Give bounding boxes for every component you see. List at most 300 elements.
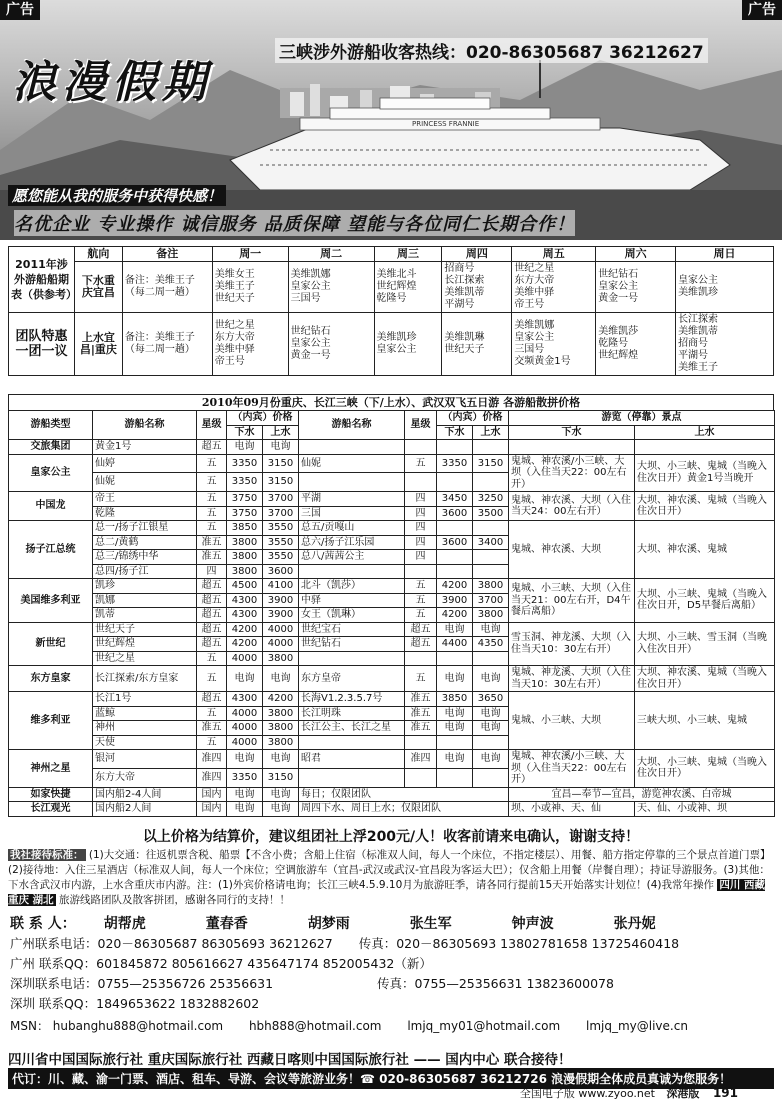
ship-name-2: 北斗（凯莎） <box>299 579 405 594</box>
ship-star: 准五 <box>197 721 227 736</box>
group-offer: 团队特惠一团一议 <box>9 313 75 376</box>
ship-name-2: 仙妮 <box>299 454 405 473</box>
price-up: 3150 <box>263 473 299 492</box>
ship-star-2: 五 <box>405 593 437 608</box>
ship-entry: 三国号 <box>290 293 321 304</box>
ship-entry: 皇家公主 <box>290 281 331 292</box>
service-bar: 代订：川、藏、渝一门票、酒店、租车、导游、会议等旅游业务！☎ 020-86305687 36212726 浪漫假期全体成员真诚为您服务！ <box>8 1068 774 1089</box>
ship-entry: 世纪天子 <box>444 344 485 355</box>
ship-star: 准四 <box>197 768 227 787</box>
price-up: 3700 <box>263 506 299 521</box>
ship-name: 总二/黄鹤 <box>93 535 197 550</box>
up-route: 上水宜昌|重庆 <box>74 313 122 376</box>
price-down: 电询 <box>227 440 263 455</box>
spots-up: 大坝、小三峡、鬼城（当晚入住次日开） <box>635 750 775 788</box>
spots-up <box>635 440 775 455</box>
ship-star-2 <box>405 651 437 666</box>
ship-name-2: 平湖 <box>299 492 405 507</box>
ship-star: 五 <box>197 506 227 521</box>
ship-name: 凯珍 <box>93 579 197 594</box>
ship-star: 四 <box>197 564 227 579</box>
price-down-2: 4200 <box>437 608 473 623</box>
ship-star-2: 四 <box>405 521 437 536</box>
ship-entry: 美维凯娜 <box>514 320 555 331</box>
price-down-2 <box>437 550 473 565</box>
price-row <box>9 454 775 473</box>
ship-star: 国内 <box>197 802 227 817</box>
ship-name-2 <box>299 473 405 492</box>
price-down-2: 4200 <box>437 579 473 594</box>
ship-group: 扬子江总统 <box>9 521 93 579</box>
ship-star-2: 超五 <box>405 637 437 652</box>
price-up: 4000 <box>263 637 299 652</box>
spots-up: 大坝、小三峡、雪玉洞（当晚入住次日开） <box>635 622 775 666</box>
price-up: 3800 <box>263 706 299 721</box>
price-note: 以上价格为结算价，建议组团社上浮200元/人！收客前请来电确认，谢谢支持！ <box>142 829 640 845</box>
ship-entry: 世纪钻石 <box>598 269 639 280</box>
price-title: 2010年09月份重庆、长江三峡（下/上水）、武汉双飞五日游 各游船散拼价格 <box>8 394 774 410</box>
spots-up: 三峡大坝、小三峡、鬼城 <box>635 692 775 750</box>
ship-star: 超五 <box>197 579 227 594</box>
spots-down: 鬼城、神农溪、大坝 <box>509 521 635 579</box>
ship-star-2: 五 <box>405 608 437 623</box>
ship-group: 如家快捷 <box>9 787 93 802</box>
ship-name: 世纪之星 <box>93 651 197 666</box>
ship-name: 蓝鲸 <box>93 706 197 721</box>
partner-agencies: 四川省中国国际旅行社 重庆国际旅行社 西藏日喀则中国国际旅行社 —— 国内中心 联合接待！ <box>8 1052 572 1068</box>
price-up: 4200 <box>263 692 299 707</box>
contact-sz-qq: 深圳 联系QQ：1849653622 1832882602 <box>10 996 260 1011</box>
price-up-2 <box>473 521 509 536</box>
ship-entry: 平湖号 <box>678 350 709 361</box>
standard-highlight: 四川 西藏 重庆 湖北 <box>8 879 766 906</box>
price-up: 电询 <box>263 802 299 817</box>
ship-entry: 美维凯蒂 <box>678 326 719 337</box>
price-row <box>9 802 775 817</box>
price-down: 3800 <box>227 550 263 565</box>
ship-entry: 东方大帝 <box>514 275 555 286</box>
price-down: 3750 <box>227 492 263 507</box>
price-up: 电询 <box>263 750 299 769</box>
spots-up: 大坝、神农溪、鬼城（当晚入住次日开） <box>635 666 775 692</box>
price-down: 电询 <box>227 666 263 692</box>
ship-star-2: 五 <box>405 666 437 692</box>
ship-star: 准四 <box>197 750 227 769</box>
price-down-2 <box>437 564 473 579</box>
price-up: 电询 <box>263 787 299 802</box>
price-up-2 <box>473 440 509 455</box>
ship-name: 世纪天子 <box>93 622 197 637</box>
price-up-2: 3150 <box>473 454 509 473</box>
price-down-2 <box>437 735 473 750</box>
ship-star-2 <box>405 564 437 579</box>
price-down-2: 电询 <box>437 721 473 736</box>
price-up-2: 3400 <box>473 535 509 550</box>
ship-entry: 招商号 <box>444 263 475 274</box>
ship-group: 长江观光 <box>9 802 93 817</box>
ship-name: 凯娜 <box>93 593 197 608</box>
ship-name-2: 周四下水、周日上水；仅限团队 <box>299 802 509 817</box>
ship-star-2: 准五 <box>405 706 437 721</box>
ship-entry: 美维凯娜 <box>290 269 331 280</box>
ship-star-2: 准五 <box>405 721 437 736</box>
price-down-2 <box>437 651 473 666</box>
ship-name-2: 每日；仅限团队 <box>299 787 509 802</box>
ship-name-2: 世纪宝石 <box>299 622 405 637</box>
ship-name: 银河 <box>93 750 197 769</box>
ship-entry: 乾隆号 <box>376 293 407 304</box>
price-down: 4500 <box>227 579 263 594</box>
ship-name-2: 长海V1.2.3.5.7号 <box>299 692 405 707</box>
price-down-2: 3350 <box>437 454 473 473</box>
price-row <box>9 492 775 507</box>
ship-name-2: 总六/扬子江乐园 <box>299 535 405 550</box>
price-row <box>9 622 775 637</box>
ship-star-2: 五 <box>405 579 437 594</box>
ship-entry: 美维凯珍 <box>376 332 417 343</box>
ship-star-2: 四 <box>405 535 437 550</box>
down-route: 下水重庆宜昌 <box>74 262 122 313</box>
ship-name-2: 世纪钻石 <box>299 637 405 652</box>
ship-group: 神州之星 <box>9 750 93 788</box>
price-row <box>9 666 775 692</box>
price-down-2: 3850 <box>437 692 473 707</box>
ship-entry: 美维王子 <box>214 281 255 292</box>
ship-star: 五 <box>197 651 227 666</box>
ship-entry: 皇家公主 <box>376 344 417 355</box>
ship-group: 新世纪 <box>9 622 93 666</box>
price-up-2: 3500 <box>473 506 509 521</box>
reception-standard <box>8 848 774 908</box>
ship-star-2: 四 <box>405 550 437 565</box>
ship-star: 准五 <box>197 535 227 550</box>
spots-down: 鬼城、小三峡、大坝 <box>509 692 635 750</box>
price-up-2: 电询 <box>473 622 509 637</box>
price-down: 电询 <box>227 750 263 769</box>
price-down-2: 电询 <box>437 750 473 769</box>
price-down-2: 3450 <box>437 492 473 507</box>
price-up-2: 3800 <box>473 608 509 623</box>
ship-group: 皇家公主 <box>9 454 93 492</box>
ship-star: 超五 <box>197 622 227 637</box>
price-up-2: 3800 <box>473 579 509 594</box>
spots-up: 大坝、小三峡、鬼城（当晚入住次日开，D5早餐后离船） <box>635 579 775 623</box>
ship-group: 美国维多利亚 <box>9 579 93 623</box>
ad-label-left: 广告 <box>0 0 40 20</box>
spots-down: 鬼城、小三峡、大坝（入住当天21：00左右开，D4午餐后离船） <box>509 579 635 623</box>
ship-name-2: 总五/贡嘎山 <box>299 521 405 536</box>
price-up: 3800 <box>263 735 299 750</box>
standard-text-1: (1)大交通：往返机票含税、船票【不含小费；含船上住宿（标准双人间，每人一个床位，不指定楼层）、用餐、船方指定停靠的三个景点首道门票】(2)接待地：入住三星酒店（标准双人间，每人一个床位；空调旅游车（宜昌-武汉或武汉-宜昌段为客运大巴）；仅含船上用餐（岸餐自理）；持证导游服务。(3)其他：下水含武汉市内游，上水含重庆市内游。注：(1)外宾价格请电询；长江三峡4.5.9.10月为旅游旺季，请各同行提前15天开始落实计划位！(4)我常年操作 <box>8 849 771 891</box>
price-down: 4300 <box>227 593 263 608</box>
price-down: 4000 <box>227 651 263 666</box>
price-down: 4000 <box>227 721 263 736</box>
price-up-2 <box>473 550 509 565</box>
ship-entry: 平湖号 <box>444 299 475 310</box>
ship-entry: 美维中驿 <box>514 287 555 298</box>
price-up-2: 电询 <box>473 721 509 736</box>
standard-text-2: 旅游线路团队及散客拼团，感谢各同行的支持！！ <box>59 894 290 906</box>
ship-star-2: 准五 <box>405 692 437 707</box>
down-note: 备注：美维王子（每二周一趟） <box>122 262 212 313</box>
price-row <box>9 579 775 594</box>
schedule-title: 2011年涉外游船船期表（供参考） <box>9 247 75 313</box>
ship-star: 五 <box>197 666 227 692</box>
ship-star: 五 <box>197 473 227 492</box>
ship-star-2: 超五 <box>405 622 437 637</box>
ship-entry: 美维凯蒂 <box>444 287 485 298</box>
ship-name: 仙妮 <box>93 473 197 492</box>
price-up: 电询 <box>263 666 299 692</box>
price-up: 3900 <box>263 608 299 623</box>
price-up: 电询 <box>263 440 299 455</box>
price-up: 3150 <box>263 768 299 787</box>
standard-label: 我社接待标准： <box>10 849 84 861</box>
price-down-2: 电询 <box>437 706 473 721</box>
ship-entry: 美维女王 <box>214 269 255 280</box>
ship-star: 五 <box>197 706 227 721</box>
motto: 愿您能从我的服务中获得快感！ <box>8 185 226 206</box>
spots-down: 鬼城、神农溪/小三峡、大坝（入住当天22：00左右开） <box>509 454 635 492</box>
ship-group: 交旅集团 <box>9 440 93 455</box>
ship-entry: 世纪钻石 <box>290 326 331 337</box>
price-down: 3350 <box>227 473 263 492</box>
price-up-2 <box>473 735 509 750</box>
ship-group: 维多利亚 <box>9 692 93 750</box>
ship-group: 中国龙 <box>9 492 93 521</box>
ship-star-2: 五 <box>405 454 437 473</box>
ship-star: 超五 <box>197 637 227 652</box>
price-up: 3900 <box>263 593 299 608</box>
price-down: 3350 <box>227 768 263 787</box>
price-up-2: 3650 <box>473 692 509 707</box>
price-down-2: 电询 <box>437 666 473 692</box>
ship-name-2: 三国 <box>299 506 405 521</box>
ship-star: 超五 <box>197 440 227 455</box>
ship-star: 超五 <box>197 593 227 608</box>
page-footer <box>0 1086 782 1100</box>
spots: 宜昌—奉节—宜昌，游览神农溪、白帝城 <box>509 787 775 802</box>
price-up: 4100 <box>263 579 299 594</box>
ship-entry: 世纪之星 <box>214 320 255 331</box>
contact-sz-phone: 深圳联系电话：0755—25356726 25356631 传真：0755—25356631 13823600078 <box>10 976 614 991</box>
ship-entry: 美维凯琳 <box>444 332 485 343</box>
price-down-2: 电询 <box>437 622 473 637</box>
price-row <box>9 750 775 769</box>
ship-name-2: 长江公主、长江之星 <box>299 721 405 736</box>
price-up-2 <box>473 564 509 579</box>
spots-up: 大坝、神农溪、鬼城 <box>635 521 775 579</box>
ship-name: 东方大帝 <box>93 768 197 787</box>
spots-down: 鬼城、神龙溪、大坝（入住当天10：30左右开） <box>509 666 635 692</box>
ship-entry: 世纪天子 <box>214 293 255 304</box>
spots-down: 雪玉洞、神龙溪、大坝（入住当天10：30左右开） <box>509 622 635 666</box>
ship-name: 总三/锦绣中华 <box>93 550 197 565</box>
ship-star: 五 <box>197 492 227 507</box>
footer-edition: 深港版 <box>666 1087 700 1100</box>
price-down-2 <box>437 473 473 492</box>
ship-name: 长江1号 <box>93 692 197 707</box>
price-down: 4200 <box>227 622 263 637</box>
price-up-2: 电询 <box>473 706 509 721</box>
price-down: 电询 <box>227 787 263 802</box>
ship-entry: 世纪辉煌 <box>598 350 639 361</box>
price-up: 3550 <box>263 521 299 536</box>
ship-entry: 乾隆号 <box>598 338 629 349</box>
price-down: 3800 <box>227 535 263 550</box>
brand-logo: 浪漫假期 <box>12 57 212 108</box>
spots-up: 天、仙、小或神、坝 <box>635 802 775 817</box>
schedule-header: 2011年涉外游船船期表（供参考） 航向 备注 周一 周二 周三 周四 周五 周六 周日 <box>9 247 774 262</box>
ship-entry: 帝王号 <box>514 299 545 310</box>
ship-entry: 美维王子 <box>678 362 719 373</box>
price-down-2 <box>437 768 473 787</box>
hotline: 三峡涉外游船收客热线：020-86305687 36212627 <box>275 38 708 63</box>
contact-gz-qq: 广州 联系QQ：601845872 805616627 435647174 852005432（新） <box>10 956 432 971</box>
footer-site: 全国电子版 www.zyoo.net <box>519 1087 655 1100</box>
ship-name: 凯蒂 <box>93 608 197 623</box>
price-row <box>9 787 775 802</box>
spots-down: 坝、小或神、天、仙 <box>509 802 635 817</box>
ship-entry: 美维凯莎 <box>598 326 639 337</box>
ship-star-2: 四 <box>405 506 437 521</box>
price-up-2: 电询 <box>473 666 509 692</box>
price-up-2: 电询 <box>473 750 509 769</box>
ship-name-2 <box>299 735 405 750</box>
ship-name-2 <box>299 651 405 666</box>
ship-name-2: 昭君 <box>299 750 405 769</box>
slogan: 名优企业 专业操作 诚信服务 品质保障 望能与各位同仁长期合作！ <box>14 210 575 236</box>
price-up: 3800 <box>263 721 299 736</box>
price-table <box>8 410 775 817</box>
price-up-2 <box>473 768 509 787</box>
ship-entry: 交频黄金1号 <box>514 356 571 367</box>
ship-name-2: 长江明珠 <box>299 706 405 721</box>
price-up: 3700 <box>263 492 299 507</box>
ship-star: 五 <box>197 521 227 536</box>
ship-star: 准五 <box>197 550 227 565</box>
ship-group: 东方皇家 <box>9 666 93 692</box>
price-up-2: 3700 <box>473 593 509 608</box>
ship-entry: 世纪之星 <box>514 263 555 274</box>
price-up: 3800 <box>263 651 299 666</box>
price-down: 4200 <box>227 637 263 652</box>
price-header-2: 下水 上水 下水 上水 下水 上水 <box>9 425 775 440</box>
price-down: 3850 <box>227 521 263 536</box>
price-up-2 <box>473 651 509 666</box>
price-down: 3750 <box>227 506 263 521</box>
ship-name-2: 总八/茜茜公主 <box>299 550 405 565</box>
ship-name: 长江探索/东方皇家 <box>93 666 197 692</box>
ship-entry: 招商号 <box>678 338 709 349</box>
contact-people: 联 系 人： 胡帮虎 董春香 胡梦雨 张生军 钟声波 张丹妮 <box>10 916 656 932</box>
up-note: 备注：美维王子（每二周一趟） <box>122 313 212 376</box>
ship-entry: 东方大帝 <box>214 332 255 343</box>
spots-down <box>509 440 635 455</box>
ship-name: 帝王 <box>93 492 197 507</box>
ship-name-2 <box>299 440 405 455</box>
ship-entry: 美维北斗 <box>376 269 417 280</box>
contact-msn: MSN： hubanghu888@hotmail.com hbh888@hotmail.com lmjq_my01@hotmail.com lmjq_my@live.cn <box>10 1019 688 1033</box>
spots-down: 鬼城、神农溪、大坝（入住当天24：00左右开） <box>509 492 635 521</box>
ship-name: 黄金1号 <box>93 440 197 455</box>
price-up: 3150 <box>263 454 299 473</box>
ship-name: PRINCESS FRANNIE <box>412 120 480 128</box>
ship-entry: 美维中驿 <box>214 344 255 355</box>
ship-star: 超五 <box>197 608 227 623</box>
price-down-2 <box>437 521 473 536</box>
price-down-2: 3900 <box>437 593 473 608</box>
contact-gz-phone: 广州联系电话：020－86305687 86305693 36212627 传真：020－86305693 13802781658 13725460418 <box>10 936 680 951</box>
price-down: 4000 <box>227 706 263 721</box>
ship-name-2: 中驿 <box>299 593 405 608</box>
ship-name-2: 女王（凯琳） <box>299 608 405 623</box>
price-down: 电询 <box>227 802 263 817</box>
ship-star: 五 <box>197 735 227 750</box>
ship-entry: 皇家公主 <box>678 275 719 286</box>
price-down-2: 3600 <box>437 535 473 550</box>
ship-entry: 美维凯珍 <box>678 287 719 298</box>
ship-entry: 世纪辉煌 <box>376 281 417 292</box>
ship-star-2 <box>405 473 437 492</box>
ship-star-2: 四 <box>405 492 437 507</box>
ad-label-right: 广告 <box>742 0 782 20</box>
ship-name: 总四/扬子江 <box>93 564 197 579</box>
price-up-2: 4350 <box>473 637 509 652</box>
price-down-2: 4400 <box>437 637 473 652</box>
price-row <box>9 521 775 536</box>
ship-name: 天使 <box>93 735 197 750</box>
ship-entry: 三国号 <box>514 344 545 355</box>
price-up-2: 3250 <box>473 492 509 507</box>
spots-down: 鬼城、神农溪/小三峡、大坝（入住当天22：00左右开） <box>509 750 635 788</box>
price-down-2 <box>437 440 473 455</box>
price-up: 3550 <box>263 535 299 550</box>
ship-star-2 <box>405 440 437 455</box>
ship-name: 国内船2人间 <box>93 802 197 817</box>
ship-name-2: 东方皇帝 <box>299 666 405 692</box>
ship-name: 总一/扬子江银星 <box>93 521 197 536</box>
ship-star-2 <box>405 735 437 750</box>
ship-name: 国内船2-4人间 <box>93 787 197 802</box>
ship-name-2 <box>299 768 405 787</box>
price-header-1: 游船类型 游船名称 星级 （内宾）价格 游船名称 星级 （内宾）价格 游览（停靠）景点 <box>9 411 775 426</box>
ship-entry: 黄金一号 <box>598 293 639 304</box>
ship-entry: 黄金一号 <box>290 350 331 361</box>
ship-entry: 皇家公主 <box>514 332 555 343</box>
price-up: 4000 <box>263 622 299 637</box>
ship-star: 五 <box>197 454 227 473</box>
price-down: 3800 <box>227 564 263 579</box>
ship-entry: 长江探索 <box>678 314 719 325</box>
ship-name-2 <box>299 564 405 579</box>
ship-star-2: 准四 <box>405 750 437 769</box>
spots-up: 大坝、小三峡、鬼城（当晚入住次日开）黄金1号当晚开 <box>635 454 775 492</box>
ship-star-2 <box>405 768 437 787</box>
price-up: 3600 <box>263 564 299 579</box>
ship-name: 仙婷 <box>93 454 197 473</box>
ship-entry: 皇家公主 <box>290 338 331 349</box>
price-down: 4300 <box>227 692 263 707</box>
price-row <box>9 440 775 455</box>
page-number: 191 <box>712 1086 738 1100</box>
price-up: 3550 <box>263 550 299 565</box>
price-up-2 <box>473 473 509 492</box>
price-row <box>9 692 775 707</box>
price-down: 4000 <box>227 735 263 750</box>
price-down-2: 3600 <box>437 506 473 521</box>
ship-entry: 皇家公主 <box>598 281 639 292</box>
